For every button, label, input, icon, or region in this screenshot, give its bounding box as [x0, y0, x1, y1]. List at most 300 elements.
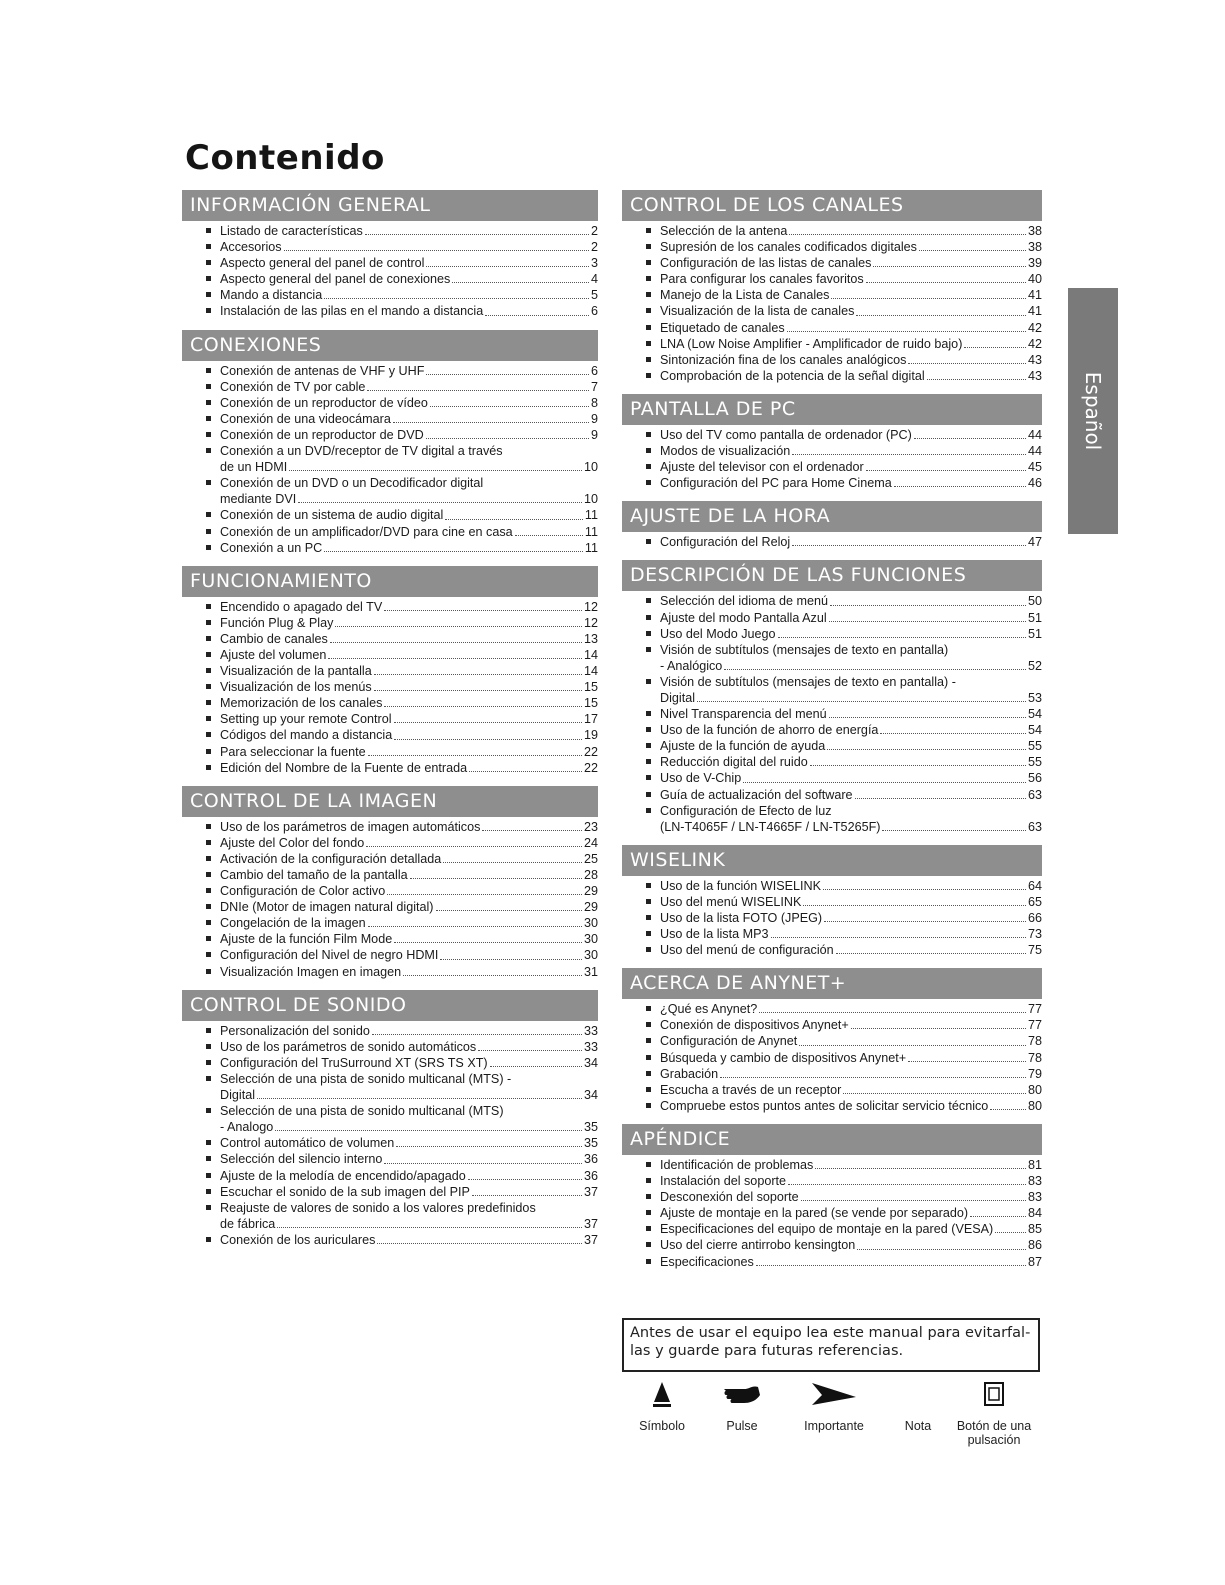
- toc-page-number: 37: [583, 1216, 598, 1231]
- toc-entry[interactable]: [622, 1205, 1042, 1221]
- bullet-icon: [646, 1055, 651, 1060]
- bullet-icon: [646, 1006, 651, 1011]
- toc-entry[interactable]: [182, 427, 598, 443]
- toc-page-number: 50: [1027, 594, 1042, 609]
- dot-leader: [374, 690, 582, 691]
- bullet-icon: [206, 448, 211, 453]
- toc-page-number: 17: [583, 712, 598, 727]
- toc-section: [622, 560, 1042, 834]
- toc-entry[interactable]: [182, 239, 598, 255]
- toc-entry-text: Conexión a un PC: [220, 540, 323, 555]
- toc-page-number: 63: [1027, 819, 1042, 834]
- toc-entry-text: Códigos del mando a distancia: [220, 728, 393, 743]
- toc-entry[interactable]: [622, 475, 1042, 491]
- bullet-icon: [646, 276, 651, 281]
- toc-entry[interactable]: [622, 754, 1042, 770]
- toc-entry-text: Configuración del TruSurround XT (SRS TS XT): [220, 1055, 488, 1070]
- toc-entry[interactable]: [182, 851, 598, 867]
- toc-page-number: 63: [1027, 787, 1042, 802]
- section-header: FUNCIONAMIENTO: [182, 566, 598, 597]
- bullet-icon: [646, 1162, 651, 1167]
- dot-leader: [396, 1146, 582, 1147]
- toc-entry-text: Uso de V-Chip: [660, 771, 742, 786]
- toc-page-number: 15: [583, 680, 598, 695]
- toc-entry-text: Visión de subtítulos (mensajes de texto en pantalla): [660, 642, 949, 657]
- toc-entry[interactable]: [622, 1033, 1042, 1049]
- toc-entry[interactable]: [182, 1023, 598, 1039]
- dot-leader: [365, 234, 589, 235]
- dot-leader: [843, 1093, 1026, 1094]
- toc-page-number: 54: [1027, 723, 1042, 738]
- toc-entry[interactable]: [622, 303, 1042, 319]
- toc-entry[interactable]: [622, 1221, 1042, 1237]
- toc-entry[interactable]: [622, 534, 1042, 550]
- toc-page-number: 8: [590, 395, 598, 410]
- dot-leader: [366, 846, 582, 847]
- toc-entry[interactable]: [622, 287, 1042, 303]
- toc-entry-text: Supresión de los canales codificados digitales: [660, 240, 917, 255]
- toc-entry[interactable]: [182, 379, 598, 395]
- toc-entry[interactable]: [182, 931, 598, 947]
- toc-entry[interactable]: [622, 738, 1042, 754]
- toc-entry-text: Para configurar los canales favoritos: [660, 272, 864, 287]
- toc-entry[interactable]: [182, 287, 598, 303]
- toc-page-number: 10: [583, 492, 598, 507]
- toc-page-number: 43: [1027, 352, 1042, 367]
- legend-label: Importante: [804, 1419, 864, 1433]
- toc-entry[interactable]: [182, 303, 598, 319]
- toc-entry[interactable]: [622, 894, 1042, 910]
- toc-entry-text: Uso de la lista FOTO (JPEG): [660, 911, 823, 925]
- toc-entry[interactable]: [182, 1232, 598, 1248]
- toc-entry[interactable]: [182, 744, 598, 760]
- dot-leader: [836, 953, 1026, 954]
- dot-leader: [970, 1216, 1026, 1217]
- toc-entry[interactable]: [182, 223, 598, 239]
- toc-entry[interactable]: [622, 320, 1042, 336]
- dot-leader: [856, 315, 1026, 316]
- toc-entry-text: Especificaciones: [660, 1254, 754, 1269]
- dot-leader: [919, 250, 1026, 251]
- bullet-icon: [206, 668, 211, 673]
- toc-entry[interactable]: [182, 1039, 598, 1055]
- toc-entry[interactable]: [182, 819, 598, 835]
- dot-leader: [866, 470, 1026, 471]
- toc-entry[interactable]: [182, 599, 598, 615]
- toc-page-number: 79: [1027, 1066, 1042, 1081]
- legend-item-press: [702, 1378, 782, 1433]
- bullet-icon: [646, 357, 651, 362]
- toc-entry-text: Conexión de un reproductor de vídeo: [220, 395, 428, 410]
- bullet-icon: [206, 920, 211, 925]
- bullet-icon: [646, 727, 651, 732]
- toc-section: [622, 501, 1042, 550]
- toc-page-number: 3: [590, 256, 598, 271]
- dot-leader: [374, 674, 582, 675]
- toc-page-number: 77: [1027, 1002, 1042, 1017]
- toc-section: [182, 990, 598, 1248]
- bullet-icon: [206, 529, 211, 534]
- symbol-icon: [622, 1378, 702, 1410]
- toc-page-number: 52: [1027, 658, 1042, 673]
- toc-entry[interactable]: [622, 642, 1042, 674]
- toc-entry[interactable]: [182, 1168, 598, 1184]
- dot-leader: [788, 1184, 1026, 1185]
- dot-leader: [393, 422, 589, 423]
- toc-entry[interactable]: [622, 610, 1042, 626]
- toc-entry[interactable]: [182, 1151, 598, 1167]
- toc-page-number: 80: [1027, 1082, 1042, 1097]
- toc-entry-text: Ajuste del modo Pantalla Azul: [660, 610, 827, 625]
- toc-entry-text: Guía de actualización del software: [660, 787, 853, 802]
- toc-entry-text: Conexión de un sistema de audio digital: [220, 508, 444, 523]
- legend-label: Pulse: [726, 1419, 758, 1433]
- toc-entry-text: (LN-T4065F / LN-T4665F / LN-T5265F): [660, 819, 881, 834]
- dot-leader: [873, 266, 1026, 267]
- dot-leader: [384, 1163, 582, 1164]
- toc-entry[interactable]: [622, 1066, 1042, 1082]
- dot-leader: [792, 545, 1026, 546]
- toc-entry[interactable]: [182, 507, 598, 523]
- toc-entry[interactable]: [622, 926, 1042, 942]
- toc-page-number: 33: [583, 1023, 598, 1038]
- page-title: Contenido: [185, 138, 385, 178]
- bullet-icon: [206, 400, 211, 405]
- toc-page-number: 2: [590, 224, 598, 238]
- toc-entry[interactable]: [622, 427, 1042, 443]
- bullet-icon: [206, 244, 211, 249]
- dot-leader: [964, 347, 1026, 348]
- dot-leader: [289, 470, 582, 471]
- bullet-icon: [646, 775, 651, 780]
- toc-entry[interactable]: [622, 942, 1042, 958]
- toc-entry[interactable]: [622, 223, 1042, 239]
- dot-leader: [372, 1034, 582, 1035]
- toc-entry-text: Conexión de un DVD o un Decodificador digital: [220, 476, 484, 491]
- toc-entry-text: mediante DVI: [220, 492, 297, 507]
- toc-entry[interactable]: [182, 363, 598, 379]
- dot-leader: [829, 717, 1026, 718]
- bullet-icon: [206, 1076, 211, 1081]
- toc-entry-text: Accesorios: [220, 240, 282, 255]
- dot-leader: [384, 610, 582, 611]
- toc-page-number: 14: [583, 664, 598, 679]
- bullet-icon: [206, 840, 211, 845]
- dot-leader: [452, 282, 589, 283]
- legend-label: Símbolo: [639, 1419, 685, 1433]
- toc-entry[interactable]: [182, 1071, 598, 1103]
- toc-entry[interactable]: [182, 255, 598, 271]
- dot-leader: [324, 298, 589, 299]
- toc-entry[interactable]: [622, 787, 1042, 803]
- dot-leader: [771, 937, 1026, 938]
- toc-entry[interactable]: [622, 1173, 1042, 1189]
- dot-leader: [394, 722, 582, 723]
- toc-page-number: 29: [583, 884, 598, 899]
- dot-leader: [830, 605, 1026, 606]
- toc-entry[interactable]: [182, 899, 598, 915]
- toc-entry[interactable]: [622, 626, 1042, 642]
- toc-entry[interactable]: [622, 706, 1042, 722]
- bullet-icon: [206, 260, 211, 265]
- toc-page-number: 34: [583, 1088, 598, 1103]
- toc-page-number: 46: [1027, 476, 1042, 491]
- bullet-icon: [646, 1087, 651, 1092]
- bullet-icon: [646, 1242, 651, 1247]
- toc-entry[interactable]: [182, 1184, 598, 1200]
- dot-leader: [857, 1249, 1026, 1250]
- dot-leader: [384, 706, 582, 707]
- toc-entry-text: Modos de visualización: [660, 444, 791, 459]
- bullet-icon: [206, 276, 211, 281]
- dot-leader: [298, 502, 582, 503]
- dot-leader: [368, 926, 582, 927]
- toc-entry-text: Ajuste de la melodía de encendido/apagado: [220, 1168, 466, 1183]
- dot-leader: [697, 701, 1026, 702]
- toc-entry[interactable]: [622, 1254, 1042, 1270]
- bullet-icon: [646, 373, 651, 378]
- toc-entry-text: Desconexión del soporte: [660, 1190, 799, 1205]
- bullet-icon: [206, 652, 211, 657]
- dot-leader: [403, 975, 582, 976]
- toc-entry[interactable]: [182, 915, 598, 931]
- toc-entry[interactable]: [622, 803, 1042, 835]
- dot-leader: [426, 438, 589, 439]
- bullet-icon: [206, 1156, 211, 1161]
- bullet-icon: [206, 1108, 211, 1113]
- toc-page-number: 38: [1027, 224, 1042, 238]
- toc-entry[interactable]: [622, 459, 1042, 475]
- toc-entry-text: Uso del menú WISELINK: [660, 894, 802, 909]
- toc-entry[interactable]: [182, 615, 598, 631]
- toc-entry[interactable]: [622, 1157, 1042, 1173]
- bullet-icon: [646, 743, 651, 748]
- toc-section: [182, 786, 598, 980]
- toc-entry-text: Mando a distancia: [220, 288, 323, 303]
- toc-entry[interactable]: [182, 883, 598, 899]
- toc-section: [182, 330, 598, 556]
- toc-entry[interactable]: [622, 1001, 1042, 1017]
- toc-entry[interactable]: [622, 722, 1042, 738]
- toc-entry[interactable]: [182, 760, 598, 776]
- toc-entry-text: Uso de la función WISELINK: [660, 878, 821, 893]
- toc-entry[interactable]: [622, 1050, 1042, 1066]
- toc-entry-text: Configuración del Reloj: [660, 535, 791, 550]
- toc-entry[interactable]: [182, 1200, 598, 1232]
- toc-page-number: 9: [590, 411, 598, 426]
- toc-entry[interactable]: [182, 867, 598, 883]
- bullet-icon: [206, 604, 211, 609]
- toc-entry-text: Listado de características: [220, 224, 363, 238]
- toc-entry-text: Control automático de volumen: [220, 1136, 395, 1151]
- toc-entry-text: Uso del Modo Juego: [660, 626, 776, 641]
- toc-entry[interactable]: [182, 443, 598, 475]
- toc-page-number: 12: [583, 599, 598, 614]
- toc-entry[interactable]: [622, 674, 1042, 706]
- dot-leader: [485, 315, 589, 316]
- toc-page-number: 35: [583, 1136, 598, 1151]
- toc-page-number: 30: [583, 916, 598, 931]
- section-header: CONTROL DE LA IMAGEN: [182, 786, 598, 817]
- dot-leader: [759, 1012, 1026, 1013]
- legend-item-one-touch: [954, 1378, 1034, 1447]
- toc-page-number: 10: [583, 460, 598, 475]
- toc-entry[interactable]: [182, 711, 598, 727]
- toc-entry[interactable]: [182, 1055, 598, 1071]
- dot-leader: [328, 658, 582, 659]
- dot-leader: [827, 749, 1026, 750]
- toc-entry-text: Selección del silencio interno: [220, 1152, 383, 1167]
- toc-entry-text: Cambio del tamaño de la pantalla: [220, 868, 408, 882]
- section-header: CONEXIONES: [182, 330, 598, 361]
- toc-page-number: 42: [1027, 336, 1042, 351]
- toc-entry-text: Uso del cierre antirrobo kensington: [660, 1238, 856, 1253]
- toc-entry[interactable]: [182, 540, 598, 556]
- dot-leader: [277, 1227, 582, 1228]
- toc-entry[interactable]: [622, 368, 1042, 384]
- toc-entry-text: LNA (Low Noise Amplifier - Amplificador de ruido bajo): [660, 336, 963, 351]
- toc-entry[interactable]: [622, 910, 1042, 926]
- bullet-icon: [646, 228, 651, 233]
- bullet-icon: [646, 448, 651, 453]
- toc-entry-text: Aspecto general del panel de conexiones: [220, 272, 451, 287]
- dot-leader: [257, 1098, 582, 1099]
- toc-page-number: 7: [590, 379, 598, 394]
- toc-entry[interactable]: [622, 593, 1042, 609]
- toc-page-number: 11: [584, 540, 598, 555]
- toc-entry-text: DNIe (Motor de imagen natural digital): [220, 900, 434, 915]
- language-tab-label: Español: [1081, 371, 1105, 451]
- toc-page-number: 39: [1027, 256, 1042, 271]
- toc-entry-text: Conexión de un amplificador/DVD para cine en casa: [220, 524, 513, 539]
- toc-entry[interactable]: [622, 443, 1042, 459]
- toc-entry-text: Congelación de la imagen: [220, 916, 366, 931]
- note-line-1: Antes de usar el equipo lea este manual para evitarfal-: [630, 1325, 1031, 1341]
- toc-entry[interactable]: [182, 1135, 598, 1151]
- toc-entry[interactable]: [622, 255, 1042, 271]
- toc-entry[interactable]: [182, 411, 598, 427]
- dot-leader: [490, 1066, 582, 1067]
- toc-entry[interactable]: [182, 395, 598, 411]
- bullet-icon: [646, 244, 651, 249]
- toc-entry[interactable]: [622, 1237, 1042, 1253]
- toc-entry-text: Reajuste de valores de sonido a los valores predefinidos: [220, 1200, 536, 1215]
- toc-entry[interactable]: [182, 647, 598, 663]
- toc-page-number: 77: [1027, 1018, 1042, 1033]
- toc-page-number: 2: [590, 240, 598, 255]
- toc-entry[interactable]: [182, 663, 598, 679]
- toc-entry[interactable]: [182, 947, 598, 963]
- dot-leader: [445, 519, 583, 520]
- bullet-icon: [206, 684, 211, 689]
- toc-entry[interactable]: [622, 1017, 1042, 1033]
- toc-page-number: 31: [583, 964, 598, 979]
- bullet-icon: [206, 1173, 211, 1178]
- legend-item-important: [794, 1378, 874, 1433]
- dot-leader: [720, 1077, 1026, 1078]
- press-icon: [702, 1378, 782, 1410]
- bullet-icon: [206, 1060, 211, 1065]
- toc-page-number: 78: [1027, 1050, 1042, 1065]
- toc-entry[interactable]: [622, 1098, 1042, 1114]
- bullet-icon: [206, 292, 211, 297]
- bullet-icon: [206, 716, 211, 721]
- toc-entry-text: Escucha a través de un receptor: [660, 1082, 842, 1097]
- toc-entry-text: Búsqueda y cambio de dispositivos Anynet+: [660, 1050, 907, 1065]
- toc-entry[interactable]: [622, 336, 1042, 352]
- toc-entry[interactable]: [622, 271, 1042, 287]
- dot-leader: [995, 1232, 1026, 1233]
- toc-entry[interactable]: [622, 770, 1042, 786]
- toc-entry[interactable]: [622, 1082, 1042, 1098]
- dot-leader: [469, 771, 582, 772]
- toc-entry-text: Configuración de las listas de canales: [660, 256, 872, 271]
- toc-entry[interactable]: [622, 1189, 1042, 1205]
- toc-entry[interactable]: [182, 524, 598, 540]
- toc-page-number: 22: [583, 760, 598, 775]
- toc-entry-text: Uso de la función de ahorro de energía: [660, 723, 879, 738]
- section-header: APÉNDICE: [622, 1124, 1042, 1155]
- bullet-icon: [206, 952, 211, 957]
- bullet-icon: [646, 308, 651, 313]
- dot-leader: [801, 1200, 1026, 1201]
- toc-entry[interactable]: [182, 475, 598, 507]
- toc-section: [622, 968, 1042, 1114]
- section-header: DESCRIPCIÓN DE LAS FUNCIONES: [622, 560, 1042, 591]
- dot-leader: [482, 830, 582, 831]
- toc-entry[interactable]: [622, 878, 1042, 894]
- dot-leader: [855, 798, 1026, 799]
- bullet-icon: [206, 936, 211, 941]
- bullet-icon: [206, 620, 211, 625]
- toc-page-number: 37: [583, 1232, 598, 1247]
- bullet-icon: [646, 292, 651, 297]
- toc-entry[interactable]: [622, 352, 1042, 368]
- toc-page-number: 28: [583, 868, 598, 882]
- toc-page-number: 41: [1027, 288, 1042, 303]
- toc-entry[interactable]: [622, 239, 1042, 255]
- toc-entry[interactable]: [182, 695, 598, 711]
- one-touch-button-icon: [954, 1378, 1034, 1410]
- bullet-icon: [206, 969, 211, 974]
- toc-entry-text: Memorización de los canales: [220, 696, 383, 711]
- toc-page-number: 12: [583, 615, 598, 630]
- toc-entry-text: Grabación: [660, 1066, 719, 1081]
- toc-entry-text: Encendido o apagado del TV: [220, 599, 383, 614]
- dot-leader: [515, 535, 583, 536]
- toc-entry[interactable]: [182, 679, 598, 695]
- note-box: [622, 1318, 1040, 1372]
- toc-page-number: 24: [583, 835, 598, 850]
- bullet-icon: [646, 1194, 651, 1199]
- language-tab: [1068, 288, 1118, 534]
- bullet-icon: [646, 899, 651, 904]
- toc-entry[interactable]: [182, 631, 598, 647]
- toc-entry-text: Setting up your remote Control: [220, 712, 392, 727]
- toc-entry[interactable]: [182, 727, 598, 743]
- dot-leader: [824, 921, 1026, 922]
- toc-page-number: 83: [1027, 1174, 1042, 1189]
- toc-entry[interactable]: [182, 271, 598, 287]
- dot-leader: [367, 390, 589, 391]
- toc-entry[interactable]: [182, 835, 598, 851]
- important-icon: [794, 1378, 874, 1410]
- bullet-icon: [206, 1028, 211, 1033]
- bullet-icon: [646, 679, 651, 684]
- toc-entry[interactable]: [182, 964, 598, 980]
- icon-legend: [622, 1378, 1042, 1448]
- toc-entry[interactable]: [182, 1103, 598, 1135]
